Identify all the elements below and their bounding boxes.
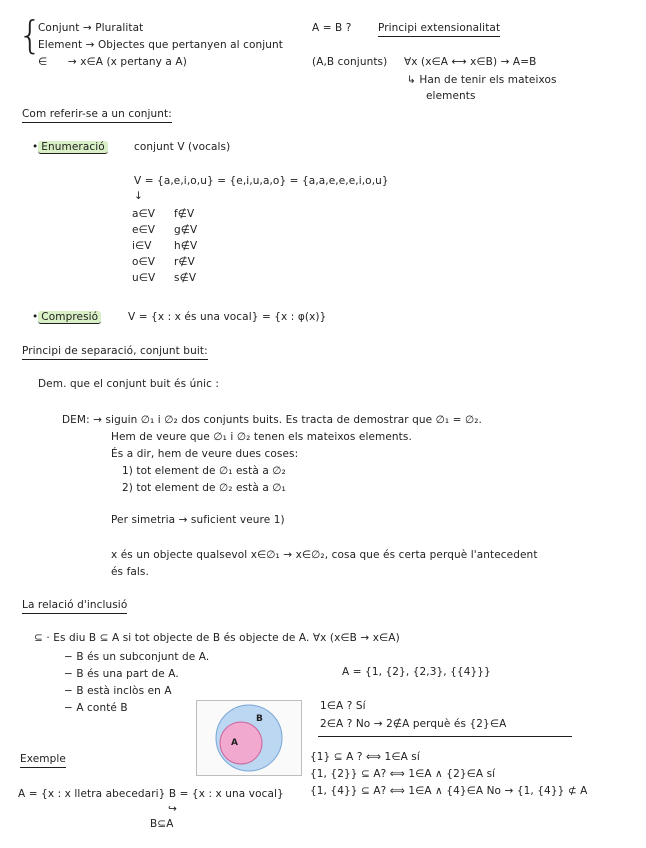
set-a-definition: A = {1, {2}, {2,3}, {{4}}} [342, 666, 491, 678]
proof-line-7: x és un objecte qualsevol x∈∅₁ → x∈∅₂, cosa que és certa perquè l'antecedent [111, 549, 538, 561]
nonmember-h: h∉V [174, 240, 198, 252]
down-arrow: ↓ [134, 190, 143, 202]
member-i: i∈V [132, 240, 152, 252]
member-a: a∈V [132, 208, 156, 220]
proof-line-1: DEM: → siguin ∅₁ i ∅₂ dos conjunts buits. Es tracta de demostrar que ∅₁ = ∅₂. [62, 414, 482, 426]
venn-outer-label: B [256, 714, 263, 724]
equality-question: A = B ? [312, 22, 352, 34]
extensionality-note: ↳ Han de tenir els mateixos [407, 74, 557, 86]
bullet-comprehension: • Compresió [32, 311, 101, 324]
question-2-in-a: 2∈A ? No → 2∉A perquè és {2}∈A [320, 718, 507, 730]
subset-check-1: {1} ⊆ A ? ⟺ 1∈A sí [310, 751, 420, 763]
proof-line-8: és fals. [111, 566, 149, 578]
bullet-enumeration: • Enumeració [32, 141, 108, 154]
nonmember-f: f∉V [174, 208, 195, 220]
proof-line-2: Hem de veure que ∅₁ i ∅₂ tenen els mateixos elements. [111, 431, 412, 443]
proof-line-4: 1) tot element de ∅₁ està a ∅₂ [122, 465, 286, 477]
enumeration-equation: V = {a,e,i,o,u} = {e,i,u,a,o} = {a,a,e,e,e,i,o,u} [134, 175, 389, 187]
proof-line-6: Per simetria → suficient veure 1) [111, 514, 285, 526]
inclusion-item-2: − B és una part de A. [64, 668, 179, 680]
inclusion-item-3: − B està inclòs en A [64, 685, 172, 697]
enumeration-title: conjunt V (vocals) [134, 141, 231, 153]
venn-inner-circle [220, 722, 262, 764]
extensionality-note-2: elements [426, 90, 476, 102]
proof-line-5: 2) tot element de ∅₂ està a ∅₁ [122, 482, 286, 494]
venn-inner-label: A [231, 738, 238, 748]
extensionality-formula: ∀x (x∈A ⟷ x∈B) → A=B [404, 56, 537, 68]
label-enumeration: Enumeració [38, 141, 108, 154]
comprehension-equation: V = {x : x és una vocal} = {x : φ(x)} [128, 311, 327, 323]
nonmember-r: r∉V [174, 256, 195, 268]
definition-line-1: Conjunt → Pluralitat [38, 22, 144, 34]
example-sets: A = {x : x lletra abecedari} B = {x : x una vocal} [18, 788, 284, 800]
section-heading-inclusion: La relació d'inclusió [22, 599, 127, 614]
definition-line-2: Element → Objectes que pertanyen al conjunt [38, 39, 284, 51]
inclusion-definition: ⊆ · Es diu B ⊆ A si tot objecte de B és objecte de A. ∀x (x∈B → x∈A) [34, 632, 400, 644]
inclusion-item-4: − A conté B [64, 702, 128, 714]
label-comprehension: Compresió [38, 311, 101, 324]
section-heading-refer: Com referir-se a un conjunt: [22, 108, 172, 123]
proof-line-3: És a dir, hem de veure dues coses: [111, 448, 299, 460]
definition-line-3: ∈ → x∈A (x pertany a A) [38, 56, 187, 68]
subset-check-2: {1, {2}} ⊆ A? ⟺ 1∈A ∧ {2}∈A sí [310, 768, 496, 780]
nonmember-g: g∉V [174, 224, 198, 236]
nonmember-s: s∉V [174, 272, 197, 284]
principle-title: Principi extensionalitat [378, 22, 500, 37]
left-brace: { [18, 13, 43, 57]
venn-diagram [196, 700, 302, 776]
member-u: u∈V [132, 272, 156, 284]
example-result: B⊆A [150, 818, 174, 830]
member-o: o∈V [132, 256, 156, 268]
subset-check-3: {1, {4}} ⊆ A? ⟺ 1∈A ∧ {4}∈A No → {1, {4}} ⊄ A [310, 785, 588, 797]
inclusion-item-1: − B és un subconjunt de A. [64, 651, 210, 663]
example-heading: Exemple [20, 753, 66, 768]
question-1-in-a: 1∈A ? Sí [320, 700, 366, 712]
ab-label: (A,B conjunts) [312, 56, 388, 68]
uniqueness-claim: Dem. que el conjunt buit és únic : [38, 378, 220, 390]
example-hook-arrow: ↪ [168, 803, 177, 815]
member-e: e∈V [132, 224, 156, 236]
section-heading-separation: Principi de separació, conjunt buit: [22, 345, 208, 360]
divider-line [318, 736, 572, 737]
